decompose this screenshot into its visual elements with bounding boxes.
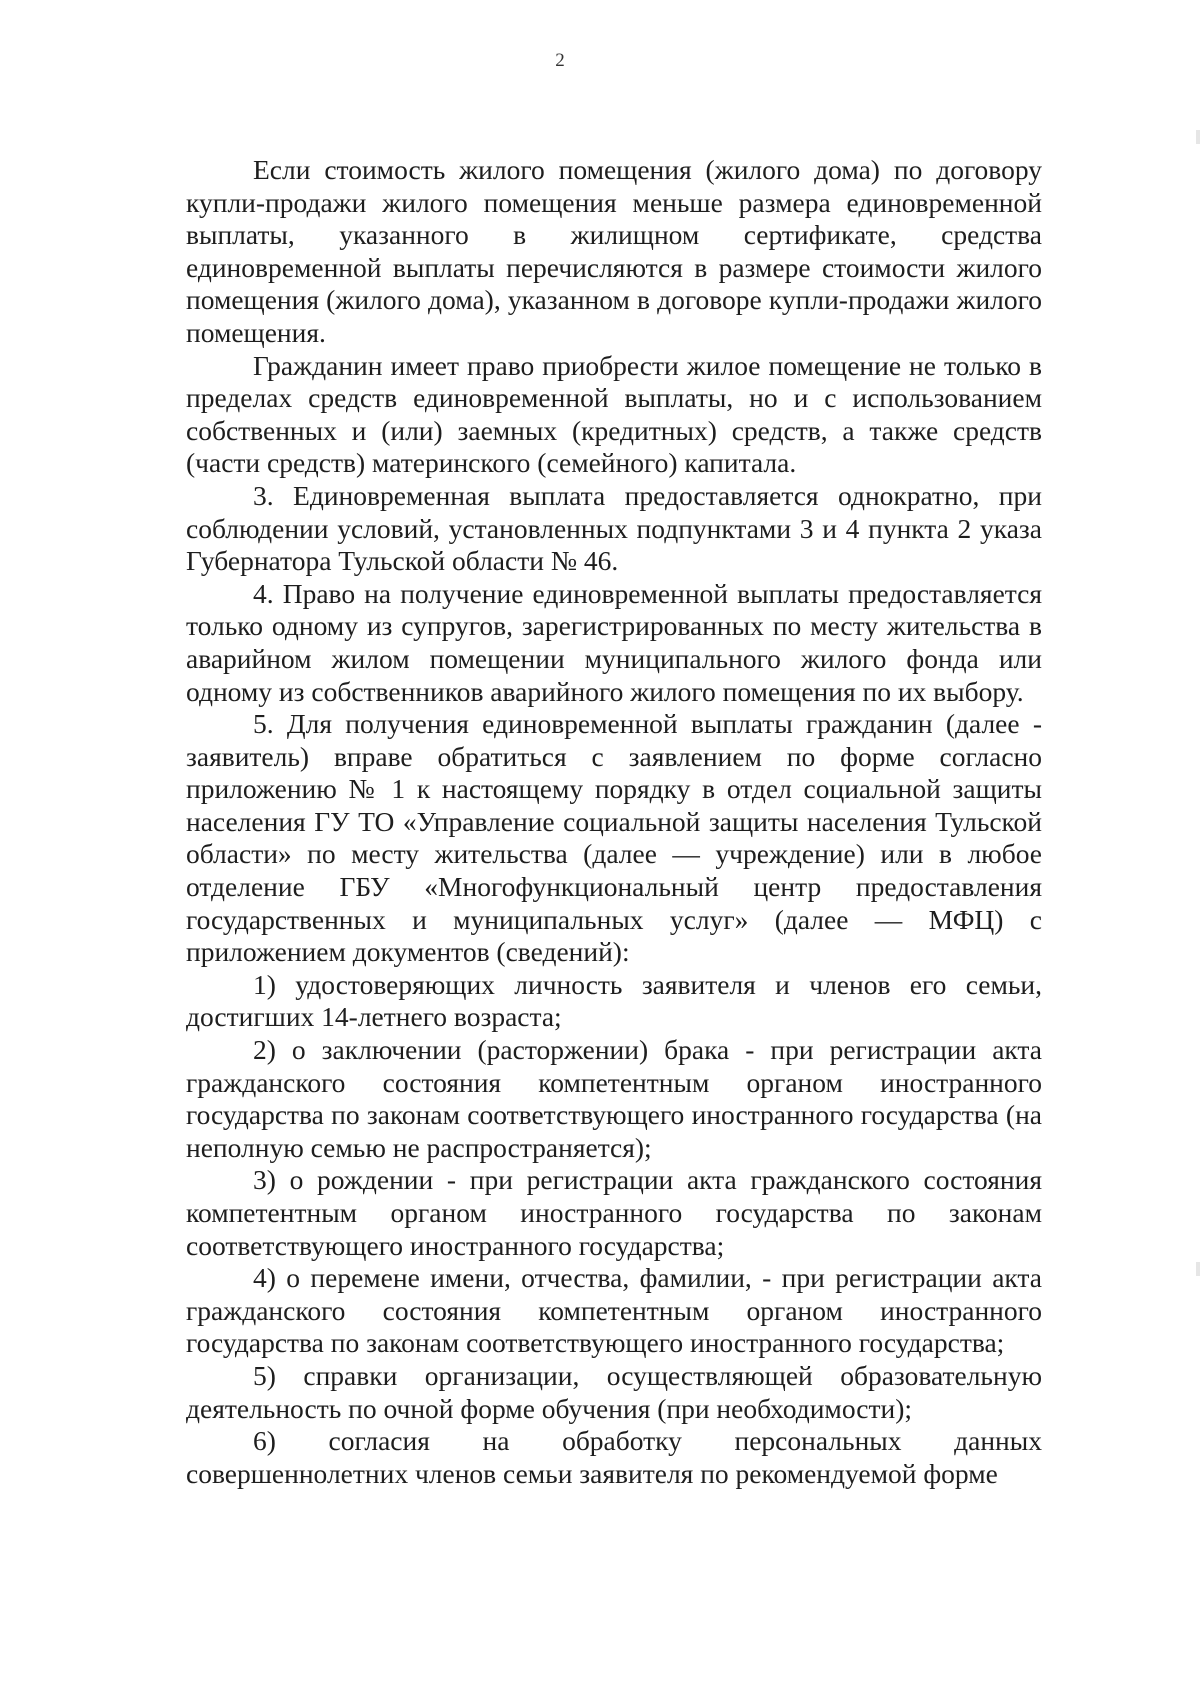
paragraph-own-funds: Гражданин имеет право приобрести жилое помещение не только в пределах средств единовременной выплаты, но и с использованием собственных и (или) заемных (кредитных) средств, а также средств (части средств) материнского (семейного) капитала. <box>186 349 1042 479</box>
list-item-5: 5) справки организации, осуществляющей образовательную деятельность по очной форме обучения (при необходимости); <box>186 1359 1042 1424</box>
paragraph-item-4: 4. Право на получение единовременной выплаты предоставляется только одному из супругов, зарегистрированных по месту жительства в аварийном жилом помещении муниципального жилого фонда или одному из собственников аварийного жилого помещения по их выбору. <box>186 577 1042 707</box>
list-item-6: 6) согласия на обработку персональных данных совершеннолетних членов семьи заявителя по рекомендуемой форме <box>186 1425 1042 1489</box>
list-item-2: 2) о заключении (расторжении) брака - при регистрации акта гражданского состояния компетентным органом иностранного государства по законам соответствующего иностранного государства (на неполную семью не распространяется); <box>186 1034 1042 1163</box>
paragraph-item-3: 3. Единовременная выплата предоставляется однократно, при соблюдении условий, установленных подпунктами 3 и 4 пункта 2 указа Губернатора Тульской области № 46. <box>186 479 1042 577</box>
list-item-1: 1) удостоверяющих личность заявителя и членов его семьи, достигших 14-летнего возраста; <box>186 968 1042 1033</box>
paragraph-item-5: 5. Для получения единовременной выплаты гражданин (далее - заявитель) вправе обратиться с заявлением по форме согласно приложению № 1 к настоящему порядку в отдел социальной защиты населения ГУ ТО «Управление социальной защиты населения Тульской области» по месту жительства (далее — учреждение) или в любое отделение ГБУ «Многофункциональный центр предоставления государственных и муниципальных услуг» (далее — МФЦ) с приложением документов (сведений): <box>186 708 1042 968</box>
paragraph-purchase-price: Если стоимость жилого помещения (жилого дома) по договору купли-продажи жилого помещения меньше размера единовременной выплаты, указанного в жилищном сертификате, средства единовременной выплаты перечисляются в размере стоимости жилого помещения (жилого дома), указанном в договоре купли-продажи жилого помещения. <box>186 154 1042 348</box>
document-body <box>186 154 1042 1490</box>
page-number: 2 <box>555 50 565 71</box>
scan-margin-mark <box>1196 1262 1200 1276</box>
list-item-4: 4) о перемене имени, отчества, фамилии, - при регистрации акта гражданского состояния компетентным органом иностранного государства по законам соответствующего иностранного государства; <box>186 1262 1042 1359</box>
list-item-3: 3) о рождении - при регистрации акта гражданского состояния компетентным органом иностранного государства по законам соответствующего иностранного государства; <box>186 1164 1042 1261</box>
scan-margin-mark <box>1196 130 1200 144</box>
